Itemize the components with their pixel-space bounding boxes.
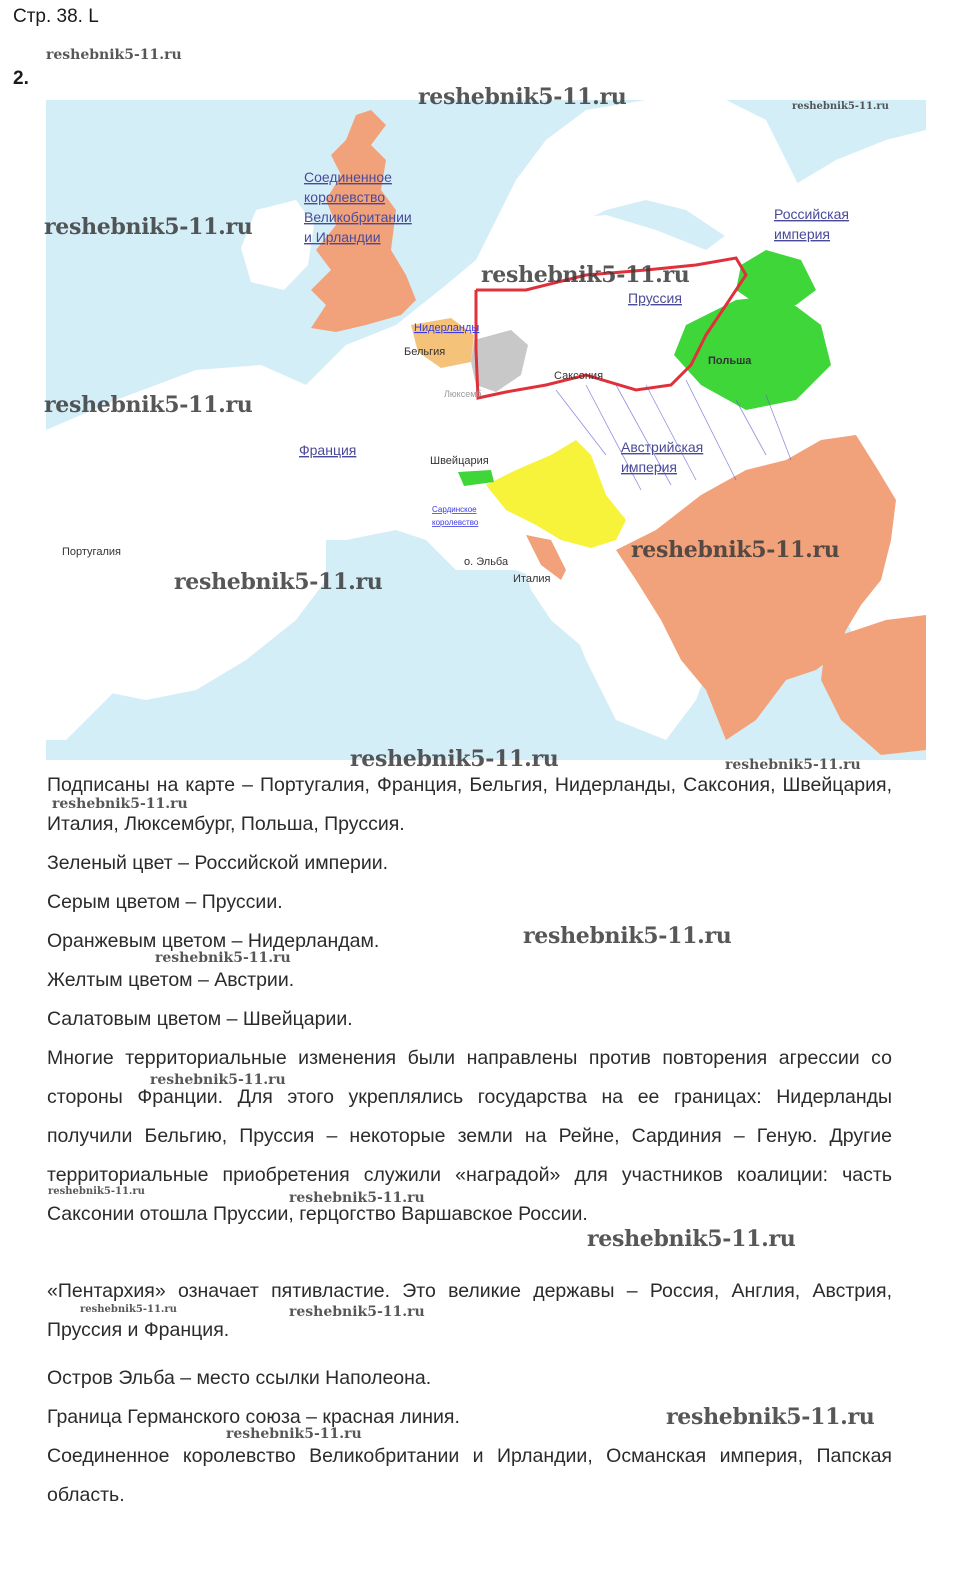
task-number: 2. xyxy=(13,68,29,89)
watermark: reshebnik5-11.ru xyxy=(289,1304,425,1320)
label-uk-3: Великобритании xyxy=(304,209,412,225)
label-saxony: Саксония xyxy=(554,370,604,382)
answer-paragraph: Желтым цветом – Австрии. xyxy=(47,969,295,991)
watermark: reshebnik5-11.ru xyxy=(666,1404,875,1430)
label-uk-2: королевство xyxy=(304,189,386,205)
watermark: reshebnik5-11.ru xyxy=(150,1072,286,1088)
watermark: reshebnik5-11.ru xyxy=(52,796,188,812)
answer-paragraph: Серым цветом – Пруссии. xyxy=(47,891,283,913)
label-uk-4: и Ирландии xyxy=(304,229,381,245)
watermark: reshebnik5-11.ru xyxy=(44,214,253,240)
label-netherlands: Нидерланды xyxy=(414,322,480,334)
watermark: reshebnik5-11.ru xyxy=(80,1304,177,1315)
label-elba: о. Эльба xyxy=(464,556,509,568)
watermark: reshebnik5-11.ru xyxy=(155,950,291,966)
label-austria-1: Австрийская xyxy=(621,439,704,455)
label-portugal: Португалия xyxy=(62,546,121,558)
label-switzerland: Швейцария xyxy=(430,455,489,467)
watermark: reshebnik5-11.ru xyxy=(725,757,861,773)
watermark: reshebnik5-11.ru xyxy=(174,569,383,595)
watermark: reshebnik5-11.ru xyxy=(226,1426,362,1442)
label-luxembourg: Люксемб xyxy=(444,389,482,399)
watermark: reshebnik5-11.ru xyxy=(46,47,182,63)
watermark: reshebnik5-11.ru xyxy=(523,923,732,949)
label-poland: Польша xyxy=(708,355,752,367)
watermark: reshebnik5-11.ru xyxy=(289,1190,425,1206)
watermark: reshebnik5-11.ru xyxy=(48,1186,145,1197)
label-sardinia-1: Сардинское xyxy=(432,505,477,514)
watermark: reshebnik5-11.ru xyxy=(44,392,253,418)
watermark: reshebnik5-11.ru xyxy=(418,84,627,110)
watermark: reshebnik5-11.ru xyxy=(792,101,889,112)
europe-map xyxy=(46,100,926,760)
answer-paragraph: Соединенное королевство Великобритании и Ирландии, Османская империя, Папская область. xyxy=(47,1445,892,1506)
watermark: reshebnik5-11.ru xyxy=(350,746,559,772)
label-austria-2: империя xyxy=(621,459,677,475)
watermark: reshebnik5-11.ru xyxy=(631,537,840,563)
label-belgium: Бельгия xyxy=(404,346,446,358)
answer-paragraph: Зеленый цвет – Российской империи. xyxy=(47,852,389,874)
page-label: Стр. 38. L xyxy=(13,6,99,27)
label-sardinia-2: королевство xyxy=(432,518,479,527)
watermark: reshebnik5-11.ru xyxy=(481,262,690,288)
answer-paragraph: Оранжевым цветом – Нидерландам. xyxy=(47,930,380,952)
label-russia-2: империя xyxy=(774,226,830,242)
label-italy: Италия xyxy=(513,573,551,585)
watermark: reshebnik5-11.ru xyxy=(587,1226,796,1252)
label-russia-1: Российская xyxy=(774,206,849,222)
answer-paragraph: Граница Германского союза – красная линия. xyxy=(47,1406,460,1428)
answer-paragraph: Остров Эльба – место ссылки Наполеона. xyxy=(47,1367,432,1389)
answer-paragraph: Многие территориальные изменения были направлены против повторения агрессии со стороны Франции. Для этого укреплялись государства на ее границах: Нидерланды получили Бельгию, Пруссия – некоторые земли на Рейне, Сардиния – Геную. Другие территориальные приобретения служили «наградой» для участников коалиции: часть Саксонии отошла Пруссии, герцогство Варшавское России. xyxy=(47,1047,892,1225)
answer-paragraph: «Пентархия» означает пятивластие. Это великие державы – Россия, Англия, Австрия, Пруссия и Франция. xyxy=(47,1280,892,1341)
label-uk-1: Соединенное xyxy=(304,169,392,185)
label-prussia: Пруссия xyxy=(628,290,682,306)
label-france: Франция xyxy=(299,442,357,458)
answer-paragraph: Подписаны на карте – Португалия, Франция, Бельгия, Нидерланды, Саксония, Швейцария, Италия, Люксембург, Польша, Пруссия. xyxy=(47,774,892,835)
answer-paragraph: Салатовым цветом – Швейцарии. xyxy=(47,1008,353,1030)
